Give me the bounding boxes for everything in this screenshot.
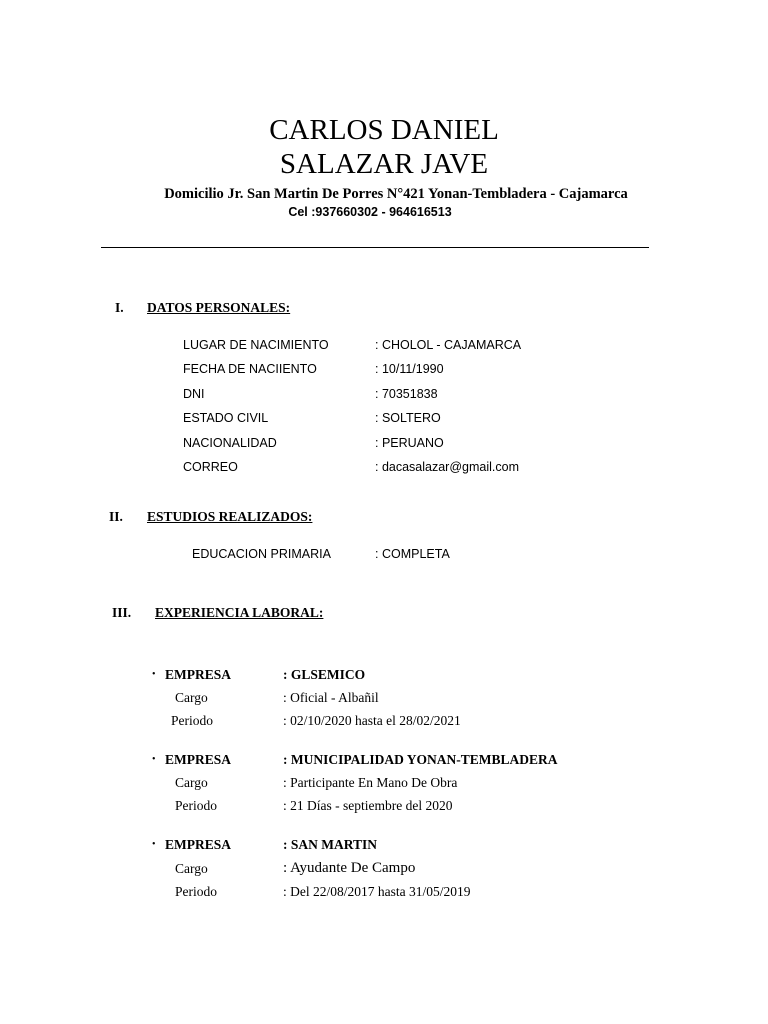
cargo-label: Cargo xyxy=(175,775,208,790)
section-2-number: II. xyxy=(109,509,123,524)
cargo-value: : Participante En Mano De Obra xyxy=(283,775,458,790)
name-line-1: CARLOS DANIEL xyxy=(269,114,499,146)
personal-value: : 10/11/1990 xyxy=(375,362,444,376)
phone: Cel :937660302 - 964616513 xyxy=(288,205,452,219)
cargo-value: : Oficial - Albañil xyxy=(283,690,379,705)
personal-label: DNI xyxy=(183,387,205,401)
personal-value: : SOLTERO xyxy=(375,411,441,425)
company-label: EMPRESA xyxy=(165,837,232,852)
periodo-label: Periodo xyxy=(175,798,217,813)
bullet-icon: • xyxy=(152,669,156,680)
bullet-icon: • xyxy=(152,839,156,850)
company-value: : MUNICIPALIDAD YONAN-TEMBLADERA xyxy=(283,752,558,767)
periodo-value: : 02/10/2020 hasta el 28/02/2021 xyxy=(283,713,461,728)
personal-label: NACIONALIDAD xyxy=(183,436,277,450)
section-3-title: EXPERIENCIA LABORAL: xyxy=(155,605,324,620)
bullet-icon: • xyxy=(152,754,156,765)
company-label: EMPRESA xyxy=(165,667,232,682)
company-value: : SAN MARTIN xyxy=(283,837,378,852)
section-3-number: III. xyxy=(112,605,132,620)
cargo-value: : Ayudante De Campo xyxy=(283,860,416,876)
cargo-label: Cargo xyxy=(175,861,208,876)
personal-label: LUGAR DE NACIMIENTO xyxy=(183,338,329,352)
periodo-value: : 21 Días - septiembre del 2020 xyxy=(283,798,453,813)
personal-label: CORREO xyxy=(183,460,238,474)
cargo-label: Cargo xyxy=(175,690,208,705)
header-divider xyxy=(101,247,649,248)
name-line-2: SALAZAR JAVE xyxy=(279,148,489,180)
section-1-number: I. xyxy=(115,300,124,315)
study-value: : COMPLETA xyxy=(375,547,450,561)
personal-label: FECHA DE NACIIENTO xyxy=(183,362,317,376)
personal-value: : PERUANO xyxy=(375,436,444,450)
personal-value: : dacasalazar@gmail.com xyxy=(375,460,519,474)
periodo-value: : Del 22/08/2017 hasta 31/05/2019 xyxy=(283,884,471,899)
company-value: : GLSEMICO xyxy=(283,667,366,682)
personal-label: ESTADO CIVIL xyxy=(183,411,269,425)
periodo-label: Periodo xyxy=(175,884,217,899)
company-label: EMPRESA xyxy=(165,752,232,767)
section-2-title: ESTUDIOS REALIZADOS: xyxy=(147,509,313,524)
periodo-label: Periodo xyxy=(171,713,213,728)
personal-value: : 70351838 xyxy=(375,387,438,401)
address: Domicilio Jr. San Martin De Porres N°421 Yonan-Tembladera - Cajamarca xyxy=(164,186,628,202)
section-1-title: DATOS PERSONALES: xyxy=(147,300,291,315)
study-label: EDUCACION PRIMARIA xyxy=(192,547,331,561)
personal-value: : CHOLOL - CAJAMARCA xyxy=(375,338,522,352)
